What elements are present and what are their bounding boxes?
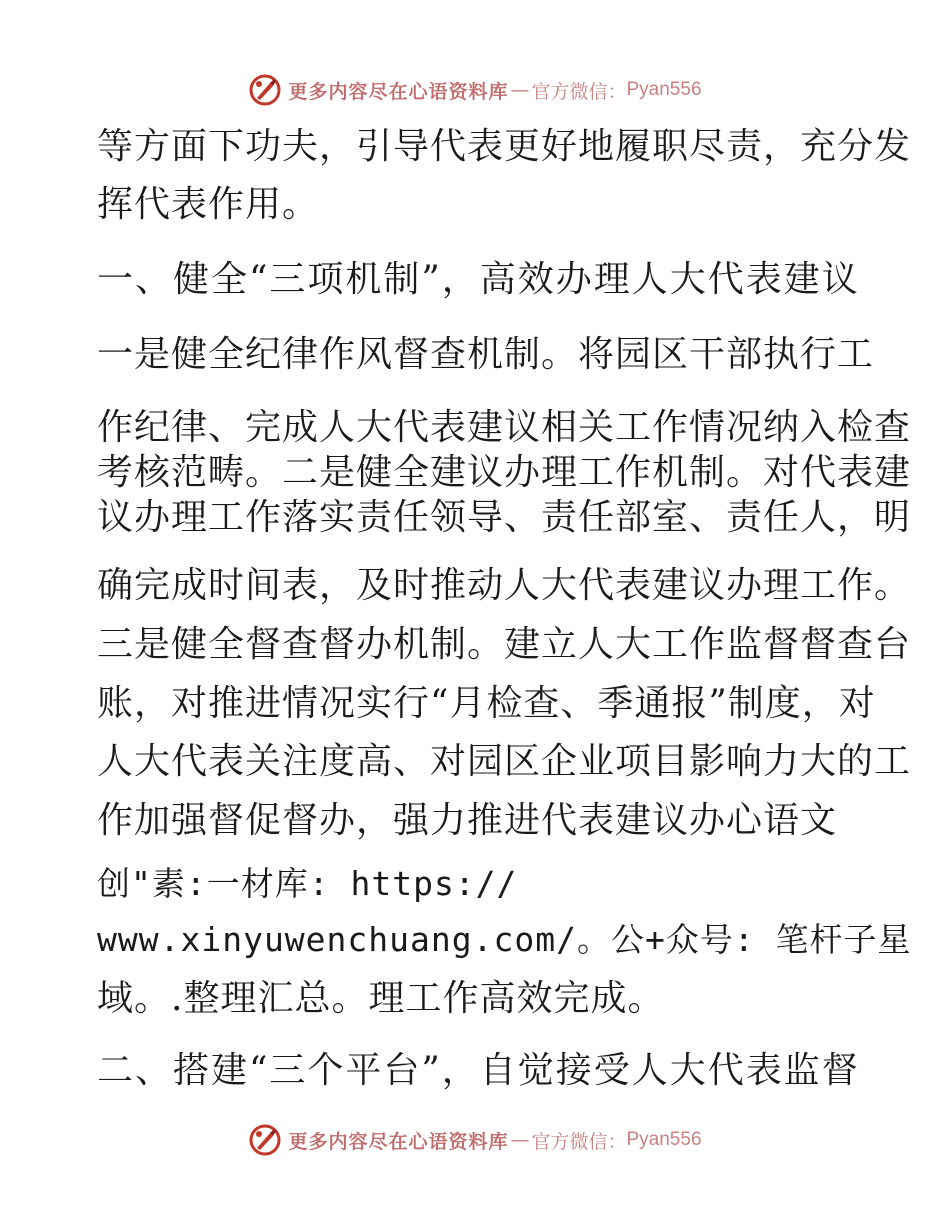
- watermark-separator: —: [510, 1129, 530, 1151]
- text-line-9: 账，对推进情况实行“月检查、季通报”制度，对: [97, 683, 876, 724]
- text-line-10: 人大代表关注度高、对园区企业项目影响力大的工: [97, 741, 912, 782]
- watermark-account-id: Pyan556: [626, 79, 702, 100]
- text-line-4: 作纪律、完成人大代表建议相关工作情况纳入检查: [97, 407, 912, 448]
- pen-logo-icon: [248, 1123, 282, 1157]
- section-heading-2: 二、搭建“三个平台”，自觉接受人大代表监督: [97, 1050, 860, 1091]
- text-line-5: 考核范畴。二是健全建议办理工作机制。对代表建: [97, 452, 912, 493]
- watermark-account-id: Pyan556: [626, 1129, 702, 1150]
- section-heading-1: 一、健全“三项机制”，高效办理人大代表建议: [97, 259, 860, 300]
- text-line-14: 域。.整理汇总。理工作高效完成。: [97, 978, 665, 1019]
- text-line-13: www.xinyuwenchuang.com/。公+众号: 笔杆子星: [97, 920, 912, 959]
- text-line-6: 议办理工作落实责任领导、责任部室、责任人，明: [97, 497, 912, 538]
- text-line-7: 确完成时间表，及时推动人大代表建议办理工作。: [97, 565, 912, 606]
- footer-watermark: [0, 1120, 950, 1160]
- pen-logo-icon: [248, 73, 282, 107]
- text-line-3: 一是健全纪律作风督查机制。将园区干部执行工: [97, 334, 875, 375]
- text-line-2: 挥代表作用。: [97, 184, 320, 225]
- text-line-1: 等方面下功夫，引导代表更好地履职尽责，充分发: [97, 126, 912, 167]
- text-line-8: 三是健全督查督办机制。建立人大工作监督督查台: [97, 624, 912, 665]
- watermark-separator: —: [510, 79, 530, 101]
- watermark-account-label: 官方微信：: [531, 80, 627, 103]
- watermark-brand: 更多内容尽在心语资料库: [288, 80, 509, 103]
- header-watermark: [0, 70, 950, 110]
- text-line-12: 创"素:一材库: https://: [97, 864, 518, 903]
- text-line-11: 作加强督促督办，强力推进代表建议办心语文: [97, 800, 838, 841]
- watermark-brand: 更多内容尽在心语资料库: [288, 1130, 509, 1153]
- watermark-account-label: 官方微信：: [531, 1130, 627, 1153]
